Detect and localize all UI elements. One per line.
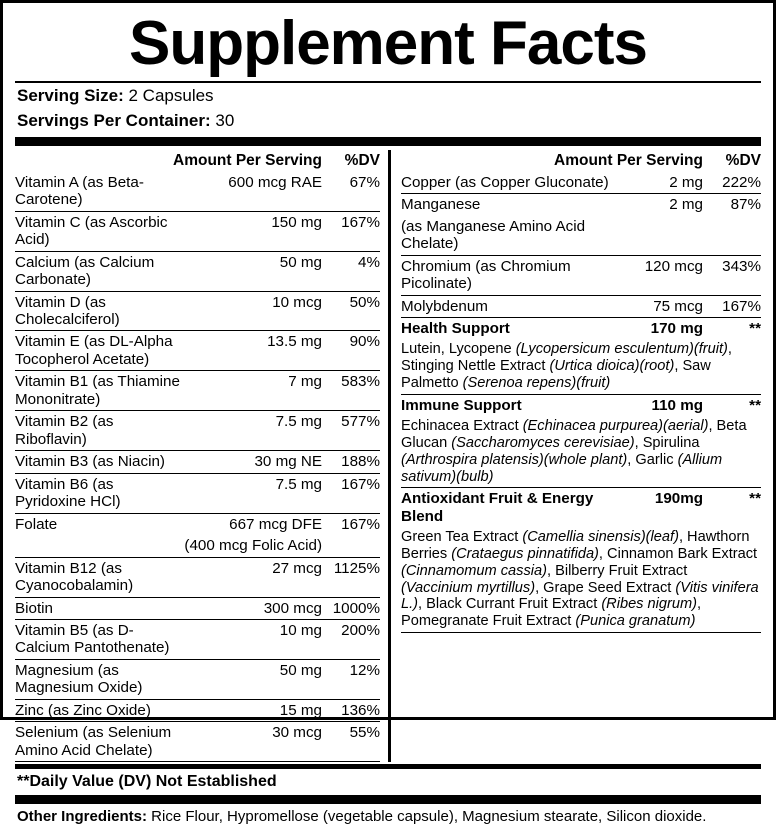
blend-name: Antioxidant Fruit & Energy Blend: [401, 490, 594, 525]
nutrient-daily-value: 90%: [322, 331, 380, 371]
nutrient-name: Molybdenum: [401, 295, 617, 317]
nutrient-daily-value: 136%: [322, 699, 380, 721]
nutrient-amount: 7 mg: [184, 371, 322, 411]
nutrient-name: Vitamin C (as Ascorbic Acid): [15, 211, 184, 251]
servings-per-container-value: 30: [215, 110, 235, 130]
table-row: [15, 371, 380, 411]
ingredient-name: , Garlic: [627, 451, 678, 468]
right-nutrition-table: [401, 150, 761, 633]
blend-amount: 190mg: [654, 490, 703, 508]
nutrient-daily-value: 1125%: [322, 557, 380, 597]
nutrient-amount: 15 mg: [184, 699, 322, 721]
nutrient-daily-value-continuation: [322, 535, 380, 557]
nutrient-amount: 75 mcg: [617, 295, 703, 317]
serving-size-label: Serving Size:: [17, 86, 124, 105]
nutrient-daily-value: 222%: [703, 172, 761, 194]
nutrient-amount: 150 mg: [184, 211, 322, 251]
blend-amount: 110 mg: [651, 396, 703, 414]
nutrient-daily-value: 50%: [322, 291, 380, 331]
nutrient-name: Copper (as Copper Gluconate): [401, 172, 617, 194]
nutrient-name: Vitamin A (as Beta-Carotene): [15, 172, 184, 211]
nutrient-daily-value: 167%: [322, 211, 380, 251]
blend-row: [401, 394, 761, 416]
ingredient-name: , Hawthorn Berries: [401, 529, 750, 563]
nutrient-name: Vitamin B6 (as Pyridoxine HCl): [15, 473, 184, 513]
table-row: [401, 172, 761, 194]
nutrient-name: Zinc (as Zinc Oxide): [15, 699, 184, 721]
nutrient-name: Folate: [15, 515, 58, 533]
nutrient-daily-value: 167%: [703, 295, 761, 317]
table-row: [15, 699, 380, 721]
ingredient-latin-name: (Vaccinium myrtillus): [401, 579, 536, 596]
left-amount-header: Amount Per Serving: [173, 151, 322, 169]
other-ingredients-value: Rice Flour, Hypromellose (vegetable capsule), Magnesium stearate, Silicon dioxide.: [147, 808, 707, 826]
ingredient-latin-name: (Crataegus pinnatifida): [451, 546, 599, 563]
nutrient-daily-value-continuation: [703, 216, 761, 255]
ingredient-name: , Cinnamon Bark Extract: [598, 546, 758, 563]
right-dv-header: %DV: [725, 151, 761, 169]
nutrient-daily-value: 343%: [703, 255, 761, 295]
nutrient-daily-value: 87%: [730, 196, 761, 214]
table-row: [15, 513, 380, 535]
nutrient-name: Vitamin B2 (as Riboflavin): [15, 411, 184, 451]
nutrient-amount: 50 mg: [184, 659, 322, 699]
nutrient-amount: 300 mcg: [184, 597, 322, 619]
nutrient-daily-value: 12%: [322, 659, 380, 699]
ingredient-name: , Pomegranate Fruit Extract: [401, 596, 702, 630]
blend-name: Health Support: [401, 319, 510, 337]
table-row: [15, 251, 380, 291]
table-header-row: [15, 150, 380, 172]
nutrient-name: Vitamin B12 (as Cyanocobalamin): [15, 557, 184, 597]
nutrient-amount: 2 mg: [617, 172, 703, 194]
ingredient-name: , Saw Palmetto: [401, 358, 711, 391]
table-row: [15, 722, 380, 762]
nutrient-amount: 30 mg NE: [184, 451, 322, 473]
nutrient-name: Vitamin E (as DL-Alpha Tocopherol Acetate): [15, 331, 184, 371]
nutrient-daily-value: 200%: [322, 620, 380, 660]
ingredient-name: , Spirulina: [634, 435, 700, 452]
nutrient-daily-value: 67%: [322, 172, 380, 211]
ingredient-name: , Grape Seed Extract: [535, 579, 676, 596]
blend-ingredients: [401, 416, 761, 488]
ingredient-name: Lutein, Lycopene: [401, 341, 516, 358]
nutrient-amount: 7.5 mg: [184, 411, 322, 451]
serving-size-line: [17, 85, 761, 108]
blend-ingredients: [401, 527, 761, 632]
nutrient-daily-value: 188%: [322, 451, 380, 473]
nutrient-amount: 13.5 mg: [184, 331, 322, 371]
nutrient-name: Biotin: [15, 597, 184, 619]
left-nutrition-table: [15, 150, 380, 762]
nutrient-amount: 120 mcg: [617, 255, 703, 295]
table-row: [401, 194, 761, 216]
nutrient-daily-value: 167%: [341, 515, 380, 533]
nutrient-name-continuation: [15, 535, 184, 557]
nutrient-daily-value: 583%: [322, 371, 380, 411]
ingredient-name: , Bilberry Fruit Extract: [546, 562, 688, 579]
blend-row: [401, 317, 761, 339]
blend-daily-value: **: [749, 396, 761, 414]
table-row: [15, 331, 380, 371]
nutrient-name: Vitamin B5 (as D-Calcium Pantothenate): [15, 620, 184, 660]
serving-size-value: 2 Capsules: [128, 86, 214, 105]
servings-per-container-label: Servings Per Container:: [17, 110, 211, 130]
ingredient-latin-name: (Lycopersicum esculentum)(fruit): [515, 341, 728, 358]
table-row: [15, 659, 380, 699]
ingredient-latin-name: (Camellia sinensis)(leaf): [522, 529, 679, 546]
divider-before-other-ingredients: [15, 795, 761, 804]
nutrient-amount: 10 mg: [184, 620, 322, 660]
blend-name: Immune Support: [401, 396, 522, 414]
ingredient-name: Echinacea Extract: [401, 418, 523, 435]
table-row: [401, 255, 761, 295]
table-row: [15, 291, 380, 331]
nutrient-amount: 7.5 mg: [184, 473, 322, 513]
ingredient-name: , Black Currant Fruit Extract: [418, 596, 602, 613]
nutrition-column-left: [15, 150, 388, 762]
divider-before-footnote: [15, 764, 761, 769]
table-row-continuation: [15, 535, 380, 557]
nutrient-source: (as Manganese Amino Acid Chelate): [401, 216, 617, 255]
daily-value-footnote: **Daily Value (DV) Not Established: [17, 773, 277, 791]
nutrient-name: Vitamin B3 (as Niacin): [15, 451, 184, 473]
nutrient-amount: 600 mcg RAE: [184, 172, 322, 211]
nutrient-name: Selenium (as Selenium Amino Acid Chelate): [15, 722, 184, 762]
blend-daily-value: **: [749, 319, 761, 337]
table-row: [401, 295, 761, 317]
page-title: Supplement Facts: [129, 9, 647, 78]
nutrient-name: Chromium (as Chromium Picolinate): [401, 255, 617, 295]
nutrient-amount: 27 mcg: [184, 557, 322, 597]
ingredient-latin-name: (Punica granatum): [575, 613, 696, 630]
ingredient-name: , Beta Glucan: [401, 418, 747, 452]
table-row: [15, 211, 380, 251]
nutrient-amount: 50 mg: [184, 251, 322, 291]
nutrient-name: Vitamin D (as Cholecalciferol): [15, 291, 184, 331]
ingredient-name: Green Tea Extract: [401, 529, 523, 546]
ingredient-latin-name: (Cinnamomum cassia): [401, 562, 547, 579]
nutrient-subamount: (400 mcg Folic Acid): [184, 535, 322, 557]
ingredient-latin-name: (Allium sativum)(bulb): [401, 451, 723, 485]
servings-per-container-line: [17, 110, 761, 133]
table-row: [15, 473, 380, 513]
blend-ingredients-row: [401, 527, 761, 632]
nutrient-amount: 10 mcg: [184, 291, 322, 331]
table-header-row: [401, 150, 761, 172]
table-row: [15, 411, 380, 451]
ingredient-latin-name: (Arthrospira platensis)(whole plant): [401, 451, 628, 468]
nutrient-name: Magnesium (as Magnesium Oxide): [15, 659, 184, 699]
ingredient-latin-name: (Ribes nigrum): [601, 596, 698, 613]
nutrient-name: Calcium (as Calcium Carbonate): [15, 251, 184, 291]
left-dv-header: %DV: [344, 151, 380, 169]
nutrient-amount-continuation: [617, 216, 703, 255]
nutrient-daily-value: 577%: [322, 411, 380, 451]
blend-ingredients-row: [401, 416, 761, 488]
nutrient-amount: 2 mg: [669, 196, 703, 214]
nutrient-name: Vitamin B1 (as Thiamine Mononitrate): [15, 371, 184, 411]
nutrient-amount: 667 mcg DFE: [229, 515, 322, 533]
ingredient-latin-name: (Urtica dioica)(root): [549, 358, 675, 375]
nutrition-column-right: [388, 150, 761, 762]
table-row: [15, 620, 380, 660]
table-row: [15, 451, 380, 473]
divider-heavy: [15, 137, 761, 146]
table-row: [15, 597, 380, 619]
ingredient-latin-name: (Vitis vinifera L.): [401, 579, 759, 613]
blend-amount: 170 mg: [650, 319, 703, 337]
nutrient-daily-value: 55%: [322, 722, 380, 762]
table-row: [15, 557, 380, 597]
blend-daily-value: **: [749, 490, 761, 508]
other-ingredients: [17, 808, 761, 827]
ingredient-latin-name: (Saccharomyces cerevisiae): [451, 435, 635, 452]
blend-ingredients-row: [401, 339, 761, 394]
blend-ingredients: [401, 339, 761, 394]
nutrient-daily-value: 4%: [322, 251, 380, 291]
other-ingredients-label: Other Ingredients:: [17, 808, 148, 826]
table-row: [15, 172, 380, 211]
nutrient-daily-value: 1000%: [322, 597, 380, 619]
nutrient-name: Manganese: [401, 196, 481, 214]
table-row-continuation: [401, 216, 761, 255]
nutrition-columns: [15, 150, 761, 762]
blend-row: [401, 488, 761, 527]
nutrient-daily-value: 167%: [322, 473, 380, 513]
ingredient-name: , Stinging Nettle Extract: [401, 341, 732, 375]
ingredient-latin-name: (Serenoa repens)(fruit): [462, 375, 611, 391]
divider-top: [15, 81, 761, 83]
nutrient-amount: 30 mcg: [184, 722, 322, 762]
right-amount-header: Amount Per Serving: [554, 151, 703, 169]
ingredient-latin-name: (Echinacea purpurea)(aerial): [522, 418, 709, 435]
